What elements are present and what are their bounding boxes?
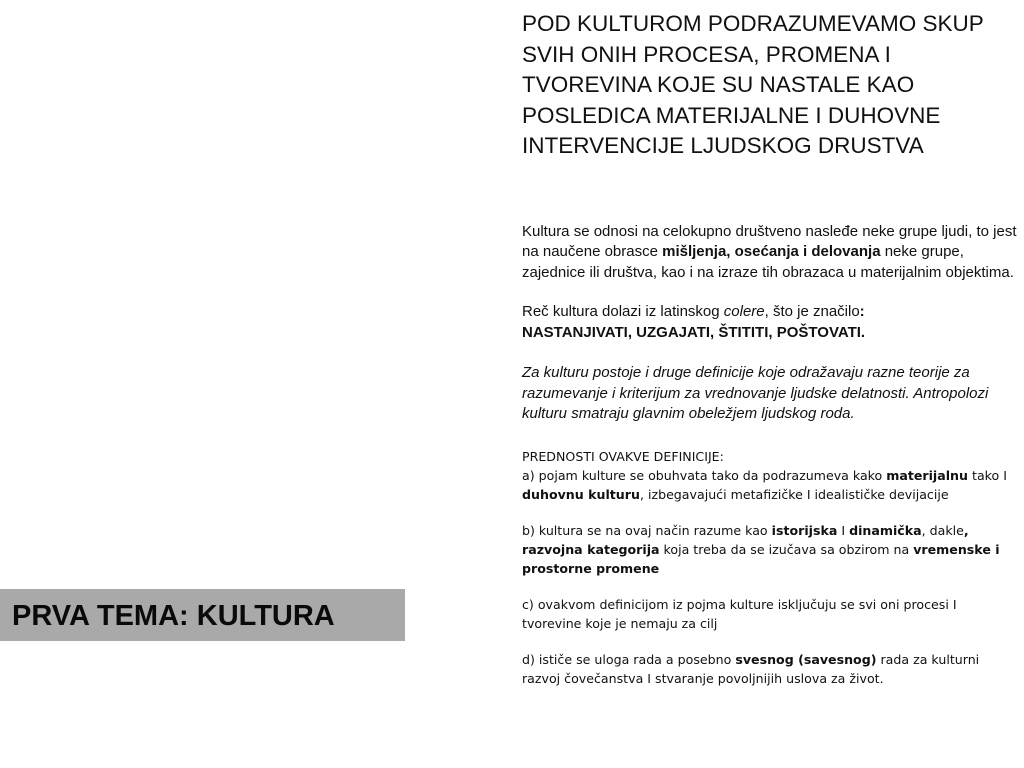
advantage-a [522, 466, 1017, 504]
text: , što je značilo [764, 303, 860, 320]
bold-text: dinamička [849, 522, 922, 538]
paragraph-other-definitions: Za kulturu postoje i druge definicije koje odražavaju razne teorije za razumevanje i kriterijum za vrednovanje ljudske delatnosti. Antropolozi kulturu smatraju glavnim obeležjem ljudskog roda. [522, 364, 989, 422]
text: Kultura se odnosi na celokupno društveno nasleđe neke grupe ljudi, to jest na naučene obrasce [522, 222, 1017, 260]
paragraph-culture-heritage [522, 222, 1017, 284]
advantage-c: c) ovakvom definicijom iz pojma kulture isključuju se svi oni procesi I tvorevine koje je nemaju za cilj [522, 596, 957, 631]
text: d) ističe se uloga rada a posebno [522, 651, 736, 667]
advantages-header: PREDNOSTI OVAKVE DEFINICIJE: [522, 448, 724, 464]
title-box [0, 589, 405, 641]
text: rada za kulturni razvoj čovečanstva I stvaranje povoljnijih uslova za život. [522, 651, 980, 686]
bold-text: istorijska [771, 522, 838, 538]
text: b) kultura se na ovaj način razume kao [522, 522, 772, 538]
paragraph-etymology [522, 302, 1017, 343]
advantage-b [522, 521, 1017, 578]
bold-text: materijalnu [886, 467, 968, 483]
bold-text: svesnog (savesnog) [735, 651, 877, 667]
text: koja treba da se izučava sa obzirom na [659, 541, 914, 557]
text: I [837, 522, 850, 538]
bold-text: NASTANJIVATI, UZGAJATI, ŠTITITI, POŠTOVATI. [522, 323, 866, 341]
text: a) pojam kulture se obuhvata tako da podrazumeva kako [522, 467, 887, 483]
text: tako I [968, 467, 1007, 483]
definition-heading: POD KULTUROM PODRAZUMEVAMO SKUP SVIH ONIH PROCESA, PROMENA I TVOREVINA KOJE SU NASTALE KAO POSLEDICA MATERIJALNE I DUHOVNE INTERVENCIJE LJUDSKOG DRUSTVA [522, 11, 984, 158]
bold-text: , razvojna kategorija [522, 522, 969, 557]
bold-text: duhovnu kulturu [522, 486, 640, 502]
bold-text: mišljenja, osećanja i delovanja [662, 243, 881, 260]
text: neke grupe, zajednice ili društva, kao i na izraze tih obrazaca u materijalnim objektima. [522, 243, 1014, 281]
text: , izbegavajući metafizičke I idealističke devijacije [639, 486, 949, 502]
italic-text: colere [723, 303, 765, 320]
text: , dakle [921, 522, 964, 538]
content-column [522, 9, 1017, 688]
advantage-d [522, 650, 1017, 688]
bold-text: vremenske i prostorne promene [522, 541, 1000, 576]
bold-text: : [859, 303, 865, 320]
slide-title: PRVA TEMA: KULTURA [12, 600, 335, 632]
text: Reč kultura dolazi iz latinskog [522, 303, 724, 320]
